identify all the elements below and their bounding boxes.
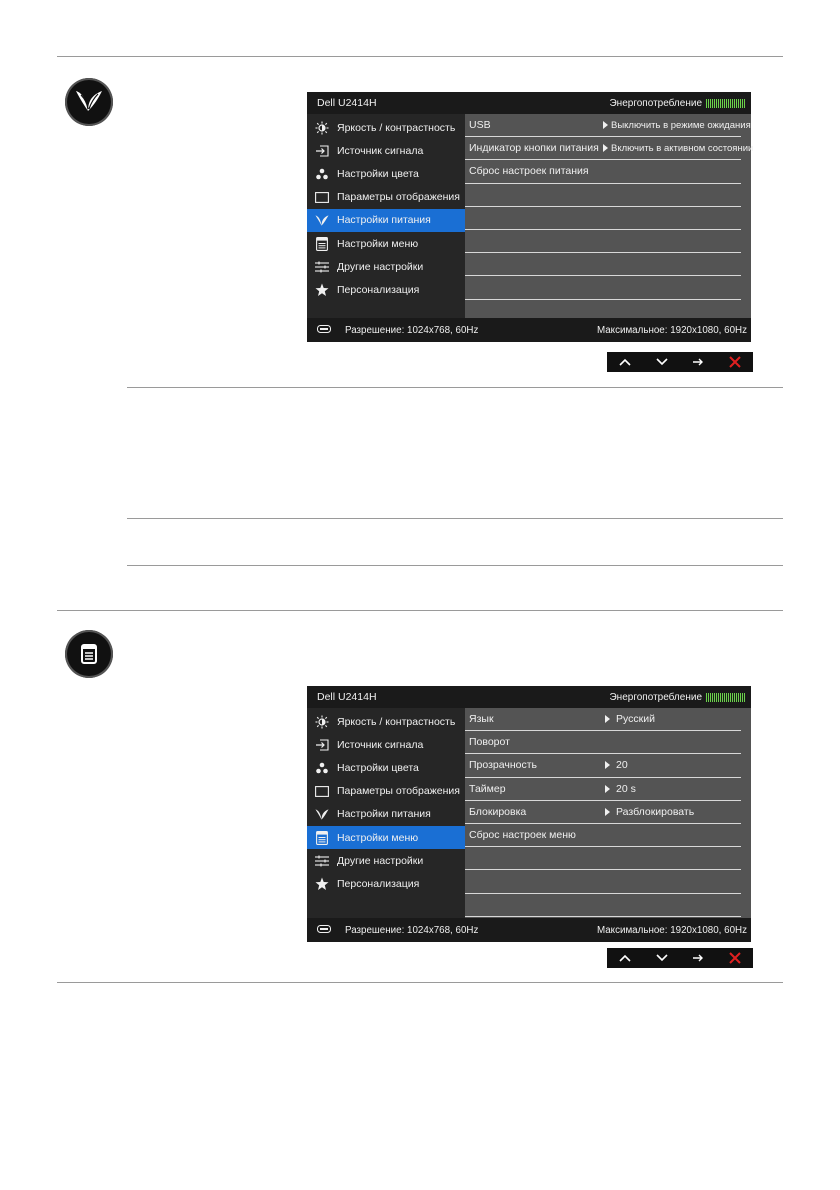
energy-segment bbox=[744, 693, 745, 702]
triangle-right-icon bbox=[603, 121, 608, 129]
energy-segment bbox=[734, 99, 735, 108]
submenu-row-value bbox=[605, 783, 636, 795]
menu-item[interactable] bbox=[307, 849, 465, 872]
menu-item-label: Яркость / контрастность bbox=[337, 715, 456, 728]
power-leaf-icon bbox=[65, 78, 113, 126]
energy-segment bbox=[720, 693, 721, 702]
power-leaf-icon bbox=[315, 807, 329, 821]
submenu-row bbox=[465, 230, 741, 253]
menu-item-label: Настройки меню bbox=[337, 237, 419, 250]
osd-menu bbox=[307, 708, 465, 918]
energy-segment bbox=[738, 693, 739, 702]
energy-segment bbox=[716, 99, 717, 108]
submenu-row bbox=[465, 847, 741, 870]
menu-item-label: Настройки питания bbox=[337, 214, 431, 227]
triangle-right-icon bbox=[605, 715, 610, 723]
submenu-row-value bbox=[605, 806, 694, 818]
down-button[interactable] bbox=[652, 352, 672, 372]
energy-segment bbox=[706, 99, 707, 108]
menu-item[interactable] bbox=[307, 162, 465, 185]
energy-segment bbox=[738, 99, 739, 108]
submenu-row-label: Язык bbox=[469, 713, 494, 726]
current-resolution: Разрешение: 1024x768, 60Hz bbox=[345, 324, 479, 336]
menu-item[interactable] bbox=[307, 803, 465, 826]
max-resolution: Максимальное: 1920x1080, 60Hz bbox=[596, 324, 747, 336]
submenu-row-label: Сброс настроек питания bbox=[469, 165, 589, 178]
menu-item[interactable] bbox=[307, 872, 465, 895]
energy-segment bbox=[736, 693, 737, 702]
divider bbox=[127, 518, 783, 519]
star-icon bbox=[315, 283, 329, 297]
submenu-row-value-text: Включить в активном состоянии bbox=[611, 142, 754, 154]
submenu-row[interactable] bbox=[465, 160, 741, 183]
energy-segment bbox=[724, 693, 725, 702]
exit-button[interactable] bbox=[725, 352, 745, 372]
osd-nav-buttons bbox=[607, 948, 753, 968]
osd-nav-buttons bbox=[607, 352, 753, 372]
divider bbox=[127, 387, 783, 388]
energy-segment bbox=[726, 99, 727, 108]
triangle-right-icon bbox=[605, 761, 610, 769]
menu-item[interactable] bbox=[307, 756, 465, 779]
energy-bar bbox=[706, 99, 745, 108]
triangle-right-icon bbox=[605, 808, 610, 816]
energy-segment bbox=[734, 693, 735, 702]
menu-item[interactable] bbox=[307, 209, 465, 232]
energy-segment bbox=[724, 99, 725, 108]
energy-meter bbox=[609, 98, 745, 109]
energy-segment bbox=[744, 99, 745, 108]
menu-item[interactable] bbox=[307, 255, 465, 278]
monitor-model: Dell U2414H bbox=[317, 97, 377, 109]
menu-item[interactable] bbox=[307, 780, 465, 803]
menu-item[interactable] bbox=[307, 278, 465, 301]
menu-item-label: Параметры отображения bbox=[337, 191, 460, 204]
submenu-row-value bbox=[605, 713, 655, 725]
osd-header bbox=[307, 686, 751, 708]
menu-item[interactable] bbox=[307, 139, 465, 162]
up-button[interactable] bbox=[615, 948, 635, 968]
enter-button[interactable] bbox=[688, 352, 708, 372]
submenu-row-value-text: 20 bbox=[616, 759, 628, 772]
menu-settings-icon bbox=[65, 630, 113, 678]
energy-meter bbox=[609, 692, 745, 703]
menu-settings-icon bbox=[315, 831, 329, 845]
energy-segment bbox=[718, 693, 719, 702]
energy-segment bbox=[712, 99, 713, 108]
max-resolution: Максимальное: 1920x1080, 60Hz bbox=[596, 924, 747, 936]
submenu-row[interactable] bbox=[465, 731, 741, 754]
power-leaf-icon bbox=[315, 213, 329, 227]
osd-header bbox=[307, 92, 751, 114]
osd-submenu bbox=[465, 708, 751, 918]
submenu-row[interactable] bbox=[465, 114, 751, 137]
submenu-row bbox=[465, 894, 741, 917]
triangle-right-icon bbox=[605, 785, 610, 793]
menu-item-label: Настройки питания bbox=[337, 808, 431, 821]
energy-segment bbox=[706, 693, 707, 702]
color-icon bbox=[315, 167, 329, 181]
menu-item-label: Настройки цвета bbox=[337, 167, 419, 180]
display-icon bbox=[315, 784, 329, 798]
submenu-row-label: USB bbox=[469, 119, 491, 132]
osd-footer bbox=[307, 318, 751, 342]
menu-item[interactable] bbox=[307, 710, 465, 733]
triangle-right-icon bbox=[603, 144, 608, 152]
energy-segment bbox=[740, 693, 741, 702]
divider bbox=[57, 610, 783, 611]
submenu-row[interactable] bbox=[465, 824, 741, 847]
submenu-row bbox=[465, 207, 741, 230]
energy-segment bbox=[730, 99, 731, 108]
submenu-row-value-text: 20 s bbox=[616, 782, 636, 795]
energy-segment bbox=[722, 99, 723, 108]
energy-segment bbox=[730, 693, 731, 702]
menu-item-label: Другие настройки bbox=[337, 260, 424, 273]
submenu-row[interactable] bbox=[465, 137, 754, 160]
menu-item-label: Настройки меню bbox=[337, 831, 419, 844]
menu-item-label: Источник сигнала bbox=[337, 738, 424, 751]
menu-settings-icon bbox=[315, 237, 329, 251]
energy-segment bbox=[714, 693, 715, 702]
submenu-row[interactable] bbox=[465, 801, 741, 824]
energy-segment bbox=[726, 693, 727, 702]
connector-icon bbox=[317, 325, 331, 336]
energy-segment bbox=[728, 99, 729, 108]
menu-item[interactable] bbox=[307, 116, 465, 139]
divider bbox=[57, 982, 783, 983]
submenu-row bbox=[465, 870, 741, 893]
display-icon bbox=[315, 190, 329, 204]
energy-segment bbox=[720, 99, 721, 108]
menu-item-label: Параметры отображения bbox=[337, 785, 460, 798]
energy-segment bbox=[732, 693, 733, 702]
energy-segment bbox=[718, 99, 719, 108]
energy-segment bbox=[710, 693, 711, 702]
down-button[interactable] bbox=[652, 948, 672, 968]
energy-segment bbox=[736, 99, 737, 108]
submenu-row bbox=[465, 276, 741, 299]
menu-item[interactable] bbox=[307, 232, 465, 255]
submenu-row-value bbox=[603, 143, 753, 154]
divider bbox=[57, 56, 783, 57]
up-button[interactable] bbox=[615, 352, 635, 372]
submenu-row bbox=[465, 253, 741, 276]
energy-segment bbox=[714, 99, 715, 108]
energy-segment bbox=[742, 99, 743, 108]
submenu-row-value bbox=[603, 120, 751, 131]
enter-button[interactable] bbox=[688, 948, 708, 968]
submenu-row-value bbox=[605, 759, 628, 771]
osd-footer bbox=[307, 918, 751, 942]
menu-item[interactable] bbox=[307, 733, 465, 756]
submenu-row[interactable] bbox=[465, 754, 741, 777]
submenu-row-value-text: Выключить в режиме ожидания bbox=[611, 119, 751, 131]
color-icon bbox=[315, 761, 329, 775]
menu-item[interactable] bbox=[307, 826, 465, 849]
submenu-row-label: Прозрачность bbox=[469, 759, 538, 772]
osd-submenu bbox=[465, 114, 754, 318]
energy-label: Энергопотребление bbox=[609, 97, 702, 109]
submenu-row-value-text: Разблокировать bbox=[616, 805, 695, 818]
energy-segment bbox=[728, 693, 729, 702]
menu-item-label: Настройки цвета bbox=[337, 761, 419, 774]
star-icon bbox=[315, 877, 329, 891]
submenu-row[interactable] bbox=[465, 708, 741, 731]
submenu-row-label: Блокировка bbox=[469, 805, 527, 818]
other-settings-icon bbox=[315, 854, 329, 868]
energy-segment bbox=[732, 99, 733, 108]
current-resolution: Разрешение: 1024x768, 60Hz bbox=[345, 924, 479, 936]
energy-segment bbox=[742, 693, 743, 702]
osd-power-settings bbox=[307, 92, 754, 342]
energy-segment bbox=[710, 99, 711, 108]
submenu-row-label: Индикатор кнопки питания bbox=[469, 142, 599, 155]
menu-item-label: Другие настройки bbox=[337, 854, 424, 867]
energy-label: Энергопотребление bbox=[609, 691, 702, 703]
submenu-row-label: Поворот bbox=[469, 736, 510, 749]
energy-segment bbox=[708, 693, 709, 702]
energy-segment bbox=[722, 693, 723, 702]
menu-item-label: Персонализация bbox=[337, 283, 420, 296]
exit-button[interactable] bbox=[725, 948, 745, 968]
energy-segment bbox=[708, 99, 709, 108]
osd-menu bbox=[307, 114, 465, 318]
input-source-icon bbox=[315, 738, 329, 752]
energy-segment bbox=[712, 693, 713, 702]
energy-segment bbox=[740, 99, 741, 108]
submenu-row-label: Сброс настроек меню bbox=[469, 829, 576, 842]
divider bbox=[127, 565, 783, 566]
other-settings-icon bbox=[315, 260, 329, 274]
menu-item-label: Источник сигнала bbox=[337, 144, 424, 157]
input-source-icon bbox=[315, 144, 329, 158]
brightness-icon bbox=[315, 715, 329, 729]
brightness-icon bbox=[315, 121, 329, 135]
submenu-row-label: Таймер bbox=[469, 782, 506, 795]
menu-item-label: Яркость / контрастность bbox=[337, 121, 456, 134]
energy-segment bbox=[716, 693, 717, 702]
osd-menu-settings bbox=[307, 686, 751, 942]
submenu-row-value-text: Русский bbox=[616, 713, 655, 726]
submenu-row bbox=[465, 184, 741, 207]
energy-bar bbox=[706, 693, 745, 702]
monitor-model: Dell U2414H bbox=[317, 691, 377, 703]
menu-item-label: Персонализация bbox=[337, 877, 420, 890]
connector-icon bbox=[317, 925, 331, 936]
submenu-row[interactable] bbox=[465, 778, 741, 801]
menu-item[interactable] bbox=[307, 186, 465, 209]
